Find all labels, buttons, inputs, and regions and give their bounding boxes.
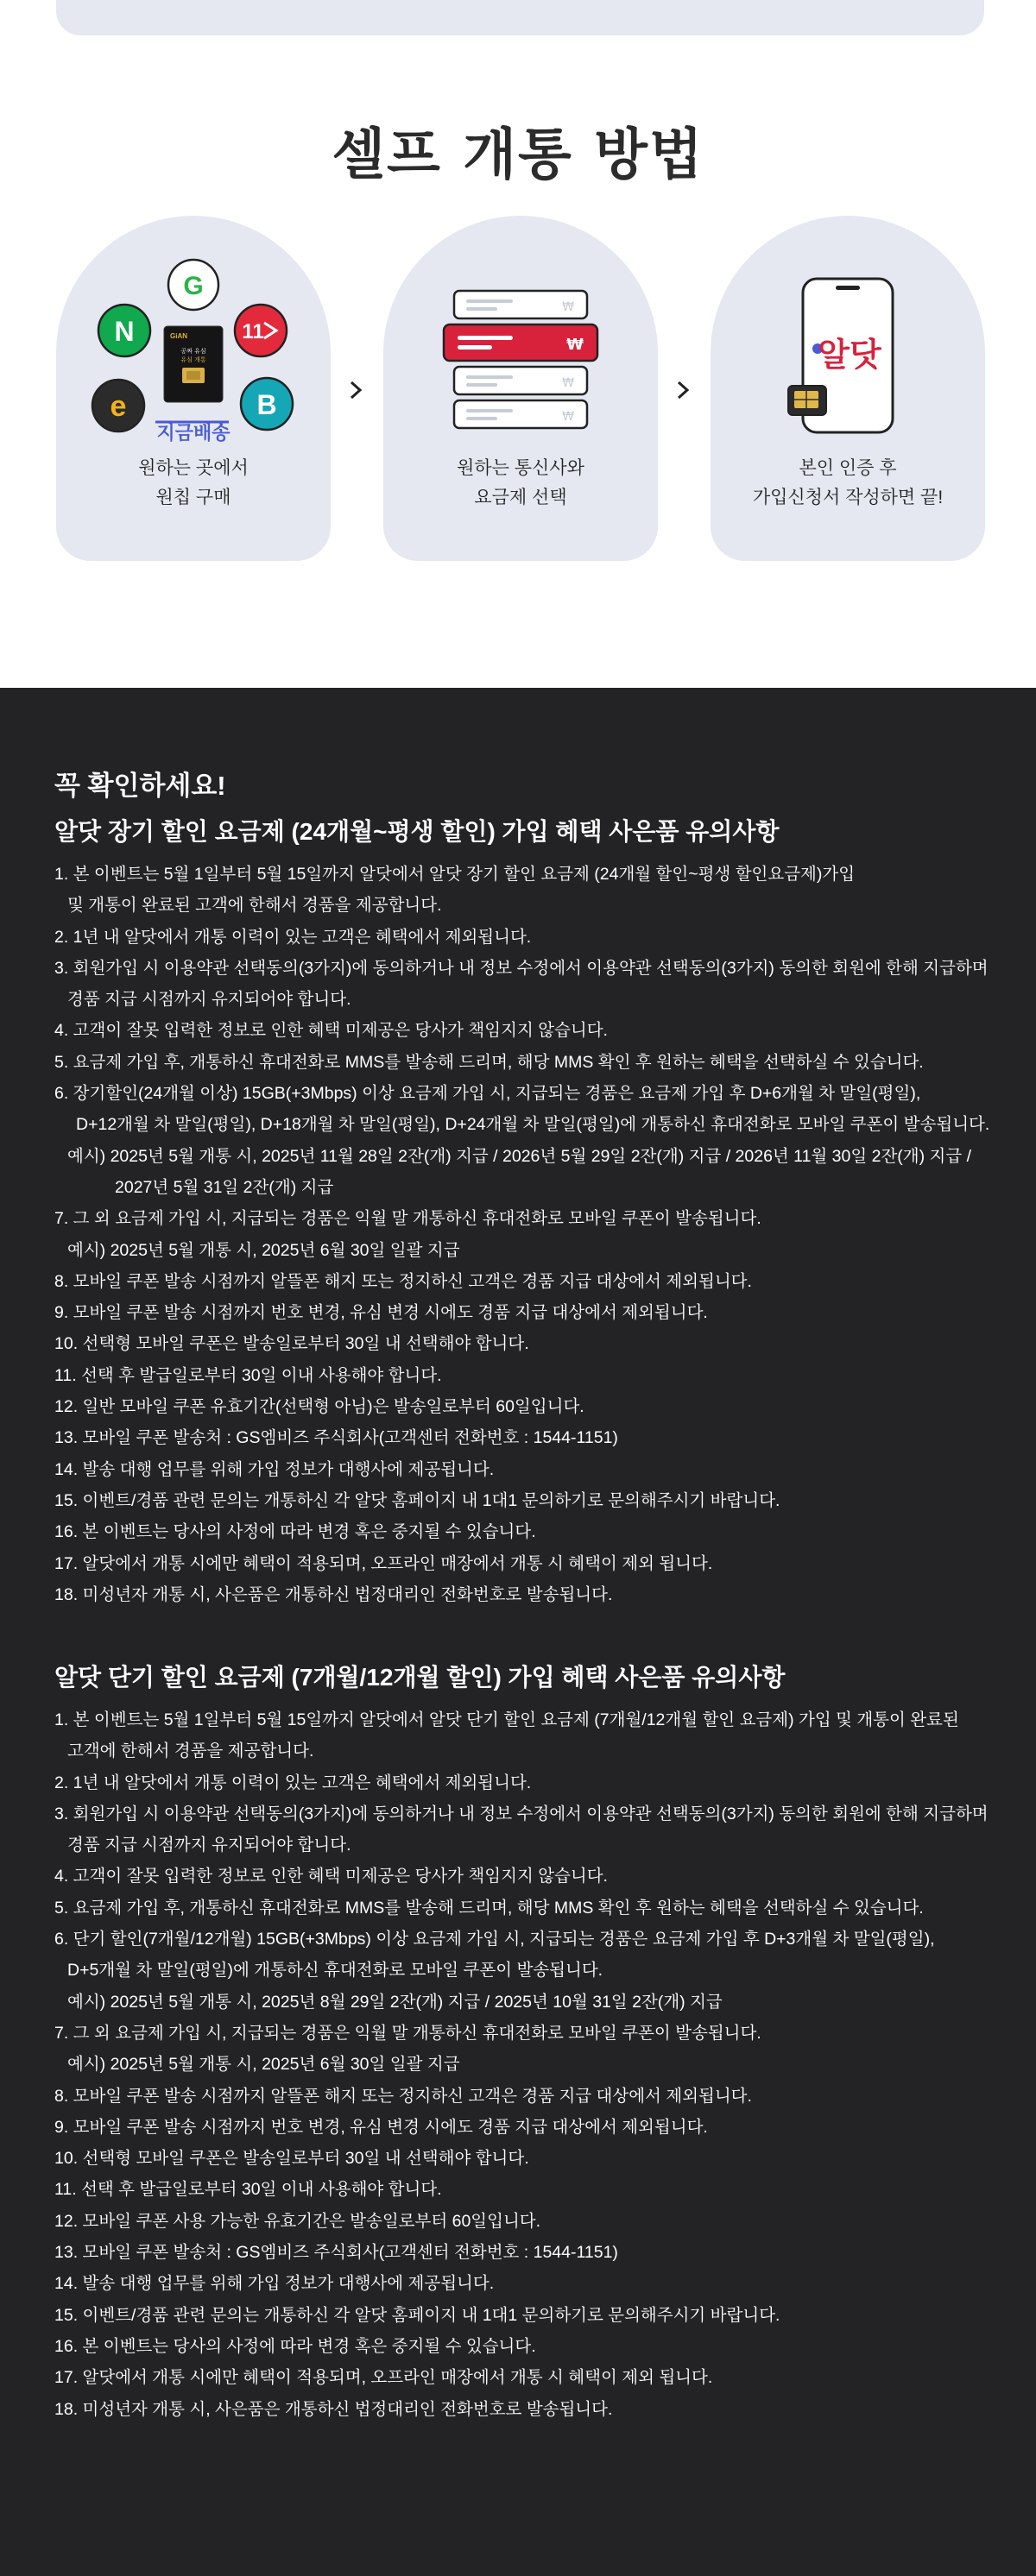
list-item: 11. 선택 후 발급일로부터 30일 이내 사용해야 합니다. [54,2180,442,2200]
chevron-right-icon [345,380,366,400]
list-item: 3. 회원가입 시 이용약관 선택동의(3가지)에 동의하거나 내 정보 수정에서 이용약관 선택동의(3가지) 동의한 회원에 한해 지급하며 [54,1804,989,1823]
plan-card-selected-icon [444,324,597,361]
list-item: 15. 이벤트/경품 관련 문의는 개통하신 각 알닷 홈페이지 내 1대1 문의하기로 문의해주시기 바랍니다. [54,1490,780,1510]
svg-text:GiAN: GiAN [170,332,187,340]
list-item: 9. 모바일 쿠폰 발송 시점까지 번호 변경, 유심 변경 시에도 경품 지급 대상에서 제외됩니다. [54,1303,708,1323]
list-item: 6. 단기 할인(7개월/12개월) 15GB(+3Mbps) 이상 요금제 가입 시, 지급되는 경품은 요금제 가입 후 D+3개월 차 말일(평일), [54,1930,935,1949]
naver-logo-icon [98,305,150,356]
list-item: 예시) 2025년 5월 개통 시, 2025년 6월 30일 일괄 지급 [67,2055,460,2075]
long-term-discount-notice-title: 알닷 장기 할인 요금제 (24개월~평생 할인) 가입 혜택 사은품 유의사항 [54,818,780,845]
list-item: 및 개통이 완료된 고객에 한해서 경품을 제공합니다. [67,896,442,916]
list-item: 12. 모바일 쿠폰 사용 가능한 유효기간은 발송일로부터 60일입니다. [54,2211,541,2231]
svg-text:₩: ₩ [562,300,574,314]
plan-card-icon [454,400,587,428]
list-item: 8. 모바일 쿠폰 발송 시점까지 알뜰폰 해지 또는 정지하신 고객은 경품 지급 대상에서 제외됩니다. [54,2086,752,2106]
svg-text:e: e [110,390,127,423]
svg-text:알닷: 알닷 [818,336,881,374]
list-item: 예시) 2025년 5월 개통 시, 2025년 11월 28일 2잔(개) 지급 / 2026년 5월 29일 2잔(개) 지급 / 2026년 11월 30일 2잔(개) 지급 / [67,1146,972,1166]
fast-delivery-badge-icon [155,422,231,444]
list-item: 2. 1년 내 알닷에서 개통 이력이 있는 고객은 혜택에서 제외됩니다. [54,1773,532,1792]
b-shop-logo-icon [241,378,293,430]
list-item: 17. 알닷에서 개통 시에만 혜택이 적용되며, 오프라인 매장에서 개통 시 혜택이 제외 됩니다. [54,2368,713,2388]
list-item: 7. 그 외 요금제 가입 시, 지급되는 경품은 익월 말 개통하신 휴대전화로 모바일 쿠폰이 발송됩니다. [54,1209,761,1229]
list-item: 2. 1년 내 알닷에서 개통 이력이 있는 고객은 혜택에서 제외됩니다. [54,927,532,947]
chevron-right-icon [673,380,693,400]
step-caption: 원하는 곳에서 원칩 구매 [138,458,249,507]
self-open-title: 셀프 개통 방법 [332,123,704,187]
phone-apply-illustration [711,216,985,449]
svg-text:₩: ₩ [566,336,584,354]
svg-text:G: G [183,272,204,300]
usim-card-package-icon [164,326,223,402]
aldot-logo-icon [812,336,882,374]
list-item: 9. 모바일 쿠폰 발송 시점까지 번호 변경, 유심 변경 시에도 경품 지급 대상에서 제외됩니다. [54,2117,708,2137]
short-term-discount-notice-list [54,1704,1013,2425]
list-item: 경품 지급 시점까지 유지되어야 합니다. [67,1836,351,1855]
list-item: 고객에 한해서 경품을 제공합니다. [67,1741,314,1761]
list-item: 2027년 5월 31일 2잔(개) 지급 [115,1177,334,1197]
svg-text:₩: ₩ [562,410,574,424]
list-item: 3. 회원가입 시 이용약관 선택동의(3가지)에 동의하거나 내 정보 수정에서 이용약관 선택동의(3가지) 동의한 회원에 한해 지급하며 [54,958,989,978]
list-item: 예시) 2025년 5월 개통 시, 2025년 6월 30일 일괄 지급 [67,1240,460,1260]
list-item: 8. 모바일 쿠폰 발송 시점까지 알뜰폰 해지 또는 정지하신 고객은 경품 지급 대상에서 제외됩니다. [54,1271,752,1291]
list-item: 4. 고객이 잘못 입력한 정보로 인한 혜택 미제공은 당사가 책임지지 않습니다. [54,1021,608,1041]
list-item: 13. 모바일 쿠폰 발송처 : GS엠비즈 주식회사(고객센터 전화번호 : 1544-1151) [54,1428,618,1448]
list-item: 14. 발송 대행 업무를 위해 가입 정보가 대행사에 제공됩니다. [54,2274,495,2294]
plan-card-icon [454,291,587,318]
list-item: 15. 이벤트/경품 관련 문의는 개통하신 각 알닷 홈페이지 내 1대1 문의하기로 문의해주시기 바랍니다. [54,2305,780,2325]
list-item: 18. 미성년자 개통 시, 사은품은 개통하신 법정대리인 전화번호로 발송됩니다. [54,2399,613,2419]
svg-text:N: N [114,316,135,347]
short-term-discount-notice-title: 알닷 단기 할인 요금제 (7개월/12개월 할인) 가입 혜택 사은품 유의사항 [54,1664,786,1691]
gmarket-logo-icon [168,260,218,310]
notice-section [0,688,1036,2576]
list-item: 18. 미성년자 개통 시, 사은품은 개통하신 법정대리인 전화번호로 발송됩니다. [54,1584,613,1604]
top-banner-bottom [56,0,984,35]
list-item: 10. 선택형 모바일 쿠폰은 발송일로부터 30일 내 선택해야 합니다. [54,1334,529,1354]
long-term-discount-notice-list [54,859,1013,1610]
11st-logo-icon [235,305,287,356]
list-item: 17. 알닷에서 개통 시에만 혜택이 적용되며, 오프라인 매장에서 개통 시 혜택이 제외 됩니다. [54,1553,713,1573]
svg-text:B: B [256,389,277,420]
list-item: D+12개월 차 말일(평일), D+18개월 차 말일(평일), D+24개월 차 말일(평일)에 개통하신 휴대전화로 모바일 쿠폰이 발송됩니다. [76,1115,990,1135]
notice-heading: 꼭 확인하세요! [54,771,226,801]
list-item: 7. 그 외 요금제 가입 시, 지급되는 경품은 익월 말 개통하신 휴대전화로 모바일 쿠폰이 발송됩니다. [54,2023,761,2043]
plan-card-icon [454,367,587,394]
svg-text:₩: ₩ [562,376,574,390]
step-caption: 원하는 통신사와 요금제 선택 [457,458,584,507]
list-item: 예시) 2025년 5월 개통 시, 2025년 8월 29일 2잔(개) 지급 / 2025년 10월 31일 2잔(개) 지급 [67,1992,723,2012]
sim-card-icon [788,386,826,415]
svg-text:11: 11 [242,320,264,343]
list-item: D+5개월 차 말일(평일)에 개통하신 휴대전화로 모바일 쿠폰이 발송됩니다. [67,1961,603,1981]
list-item: 4. 고객이 잘못 입력한 정보로 인한 혜택 미제공은 당사가 책임지지 않습니다. [54,1867,608,1886]
step-card-purchase [56,216,331,561]
list-item: 12. 일반 모바일 쿠폰 유효기간(선택형 아님)은 발송일로부터 60일입니다. [54,1397,584,1417]
list-item: 1. 본 이벤트는 5월 1일부터 5월 15일까지 알닷에서 알닷 장기 할인 요금제 (24개월 할인~평생 할인요금제)가입 [54,865,856,884]
list-item: 5. 요금제 가입 후, 개통하신 휴대전화로 MMS를 발송해 드리며, 해당 MMS 확인 후 원하는 혜택을 선택하실 수 있습니다. [54,1898,924,1918]
list-item: 경품 지급 시점까지 유지되어야 합니다. [67,990,351,1010]
list-item: 13. 모바일 쿠폰 발송처 : GS엠비즈 주식회사(고객센터 전화번호 : 1544-1151) [54,2243,618,2263]
list-item: 10. 선택형 모바일 쿠폰은 발송일로부터 30일 내 선택해야 합니다. [54,2149,529,2169]
svg-text:유심 개통: 유심 개통 [180,356,206,363]
shop-logos-illustration [56,216,331,449]
list-item: 5. 요금제 가입 후, 개통하신 휴대전화로 MMS를 발송해 드리며, 해당 MMS 확인 후 원하는 혜택을 선택하실 수 있습니다. [54,1052,924,1072]
svg-text:공짜 유심: 공짜 유심 [180,348,206,355]
svg-text:지금배송: 지금배송 [156,423,231,444]
step-card-plan-select [383,216,658,561]
esim-logo-icon [92,380,144,431]
list-item: 14. 발송 대행 업무를 위해 가입 정보가 대행사에 제공됩니다. [54,1459,495,1479]
list-item: 11. 선택 후 발급일로부터 30일 이내 사용해야 합니다. [54,1365,442,1385]
list-item: 1. 본 이벤트는 5월 1일부터 5월 15일까지 알닷에서 알닷 단기 할인 요금제 (7개월/12개월 할인 요금제) 가입 및 개통이 완료된 [54,1710,959,1729]
step-caption: 본인 인증 후 가입신청서 작성하면 끝! [752,458,944,507]
list-item: 6. 장기할인(24개월 이상) 15GB(+3Mbps) 이상 요금제 가입 시, 지급되는 경품은 요금제 가입 후 D+6개월 차 말일(평일), [54,1084,921,1104]
list-item: 16. 본 이벤트는 당사의 사정에 따라 변경 혹은 중지될 수 있습니다. [54,2336,536,2356]
list-item: 16. 본 이벤트는 당사의 사정에 따라 변경 혹은 중지될 수 있습니다. [54,1522,536,1542]
step-card-apply [711,216,985,561]
plan-list-illustration [383,216,658,449]
